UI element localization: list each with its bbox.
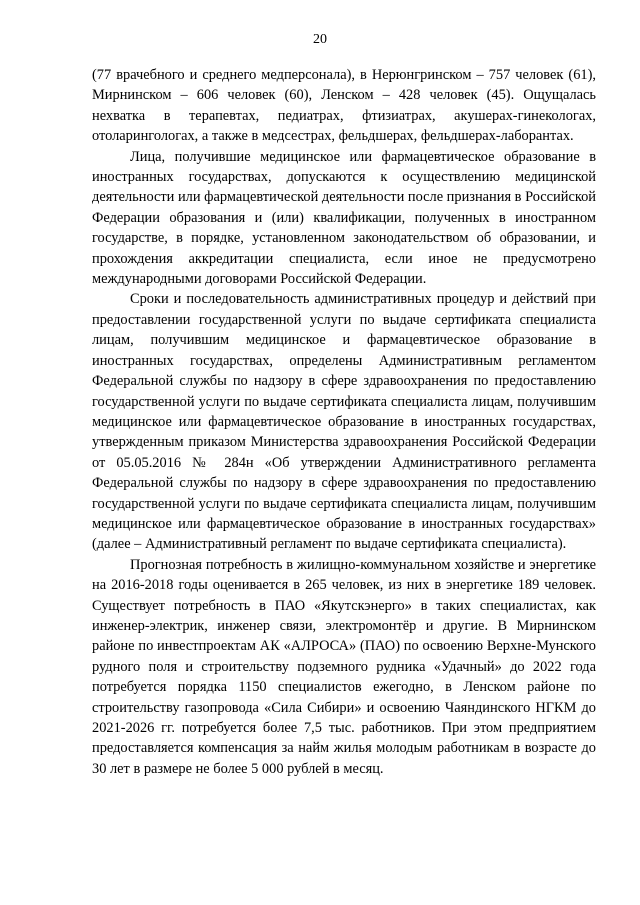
paragraph-forecast-demand: Прогнозная потребность в жилищно-коммунальном хозяйстве и энергетике на 2016-2018 годы оценивается в 265 человек, из них в энергетике 189 человек. Существует потребность в ПАО «Якутскэнерго» в таких специалистах, как инженер-электрик, инженер связи, электромонтёр и другие. В Мирнинском районе по инвестпроектам АК «АЛРОСА» (ПАО) по освоению Верхне-Мунского рудного поля и строительству подземного рудника «Удачный» до 2022 года потребуется порядка 1150 специалистов ежегодно, в Ленском районе по строительству газопровода «Сила Сибири» и освоению Чаяндинского НГКМ до 2021-2026 гг. потребуется более 7,5 тыс. работников. При этом предприятием предоставляется компенсация за найм жилья молодым работникам в возрасте до 30 лет в размере не более 5 000 рублей в месяц. [92,556,596,777]
paragraph-foreign-education: Лица, получившие медицинское или фармацевтическое образование в иностранных государствах, допускаются к осуществлению медицинской деятельности или фармацевтической деятельности после признания в Российской Федерации образования и (или) квалификации, полученных в иностранном государстве, в порядке, установленном законодательством об образовании, и прохождения аккредитации специалиста, если иное не предусмотрено международными договорами Российской Федерации. [92,148,596,288]
paragraph-continuation: (77 врачебного и среднего медперсонала), в Нерюнгринском – 757 человек (61), Мирнинском – 606 человек (60), Ленском – 428 человек (45). Ощущалась нехватка в терапевтах, педиатрах, фтизиатрах, акушерах-гинекологах, отоларингологах, а также в медсестрах, фельдшерах, фельдшерах-лаборантах. [92,67,596,145]
body-text [92,65,596,779]
page-number: 20 [313,32,327,47]
paragraph-administrative-procedures: Сроки и последовательность административных процедур и действий при предоставлении государственной услуги по выдаче сертификата специалиста лицам, получившим медицинское и фармацевтическое образование в иностранных государствах, определены Административным регламентом Федеральной службы по надзору в сфере здравоохранения по предоставлению государственной услуги по выдаче сертификата специалиста лицам, получившим медицинское или фармацевтическое образование в иностранных государствах, утвержденным приказом Министерства здравоохранения Российской Федерации от 05.05.2016 № 284н «Об утверждении Административного регламента Федеральной службы по надзору в сфере здравоохранения по предоставлению государственной услуги по выдаче сертификата специалиста лицам, получившим медицинское или фармацевтическое образование в иностранных государствах» (далее – Административный регламент по выдаче сертификата специалиста). [92,291,596,553]
